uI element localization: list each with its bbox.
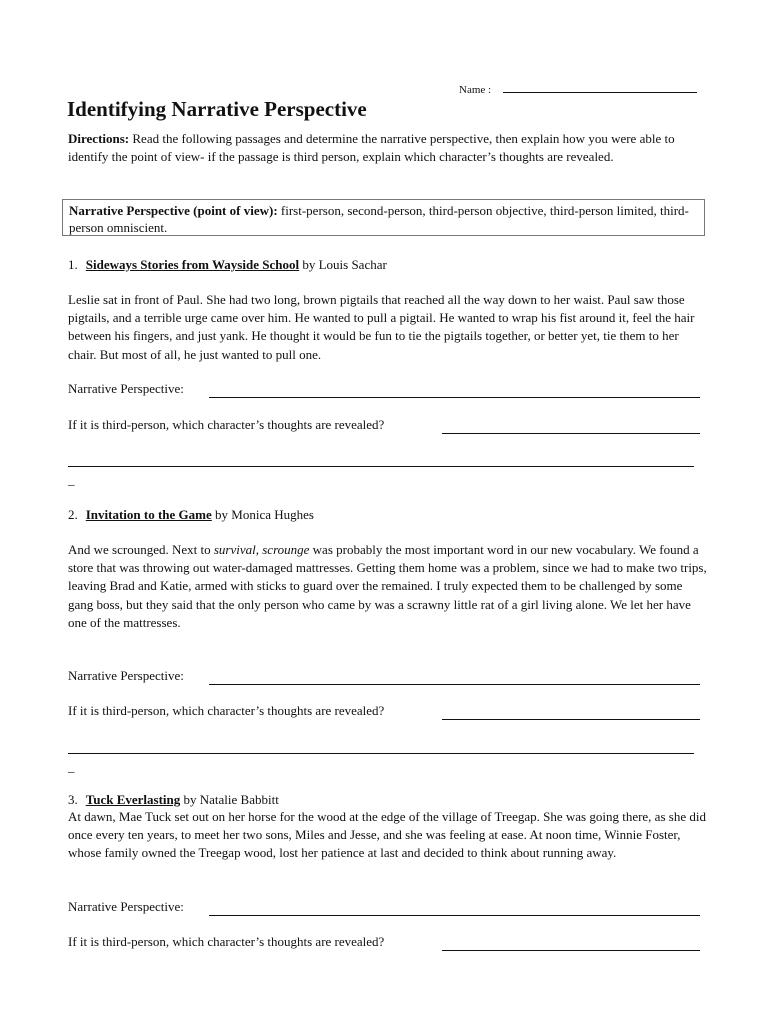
narrative-perspective-line[interactable]	[209, 397, 700, 398]
narrative-perspective-line[interactable]	[209, 684, 700, 685]
book-title: Tuck Everlasting	[85, 792, 181, 807]
definition-box	[62, 199, 705, 236]
name-label: Name :	[459, 84, 492, 96]
third-person-question: If it is third-person, which character’s thoughts are revealed?	[68, 417, 385, 432]
third-person-answer-line[interactable]	[442, 433, 700, 434]
narrative-perspective-label: Narrative Perspective:	[68, 899, 184, 914]
question-2-passage	[68, 541, 708, 632]
line-continuation-mark: _	[68, 759, 75, 774]
question-number: 2.	[68, 507, 78, 522]
question-number: 1.	[68, 257, 78, 272]
question-3-passage: At dawn, Mae Tuck set out on her horse for the wood at the edge of the village of Treegap. She was going there, as she did once every ten years, to meet her two sons, Miles and Jesse, and she was feeling at ease. At noon time, Winnie Foster, whose family owned the Treegap wood, lost her patience at last and decided to think about running away.	[68, 809, 706, 860]
definition-label: Narrative Perspective (point of view):	[69, 203, 278, 218]
question-2-heading	[68, 507, 314, 523]
definition-text: first-person, second-person, third-person objective, third-person limited, third-person omniscient.	[69, 203, 689, 235]
line-continuation-mark: _	[68, 472, 75, 487]
directions-text: Read the following passages and determine the narrative perspective, then explain how you were able to identify the point of view- if the passage is third person, explain which character’s thoughts are revealed.	[68, 131, 675, 164]
third-person-question: If it is third-person, which character’s thoughts are revealed?	[68, 703, 385, 718]
question-1-passage: Leslie sat in front of Paul. She had two long, brown pigtails that reached all the way down to her waist. Paul saw those pigtails, and a terrible urge came over him. He wanted to pull a pigtail. He wanted to wrap his fist around it, feel the hair between his fingers, and just yank. He thought it would be fun to tie the pigtails together, or better yet, tie them to her chair. But most of all, he just wanted to pull one.	[68, 292, 695, 362]
name-field-row	[459, 82, 697, 96]
narrative-perspective-label: Narrative Perspective:	[68, 381, 184, 396]
page-title: Identifying Narrative Perspective	[67, 97, 367, 121]
book-title: Sideways Stories from Wayside School	[85, 257, 300, 272]
explanation-line[interactable]	[68, 466, 694, 467]
directions-label: Directions:	[68, 131, 130, 146]
passage-emphasis: survival, scrounge	[213, 542, 310, 557]
passage-text: And we scrounged. Next to	[68, 542, 214, 557]
third-person-question: If it is third-person, which character’s thoughts are revealed?	[68, 934, 385, 949]
narrative-perspective-label: Narrative Perspective:	[68, 668, 184, 683]
directions	[68, 130, 708, 166]
book-author: by Natalie Babbitt	[180, 792, 279, 807]
name-line[interactable]	[503, 82, 697, 93]
book-title: Invitation to the Game	[85, 507, 212, 522]
book-author: by Louis Sachar	[299, 257, 387, 272]
explanation-line[interactable]	[68, 753, 694, 754]
question-1-heading	[68, 257, 387, 273]
third-person-answer-line[interactable]	[442, 950, 700, 951]
book-author: by Monica Hughes	[211, 507, 314, 522]
passage-text: was probably the most important word in our new vocabulary. We found a store that was throwing out water-damaged mattresses. Getting them home was a problem, since we had to make two trips, leaving Brad and Katie, armed with sticks to guard over the remained. I truly expected them to be challenged by some gang boss, but they said that the only person who came by was a scrawny little rat of a girl living alone. We let her have one of the mattresses.	[68, 542, 707, 630]
question-number: 3.	[68, 792, 78, 807]
third-person-answer-line[interactable]	[442, 719, 700, 720]
question-3-heading	[68, 792, 279, 808]
narrative-perspective-line[interactable]	[209, 915, 700, 916]
